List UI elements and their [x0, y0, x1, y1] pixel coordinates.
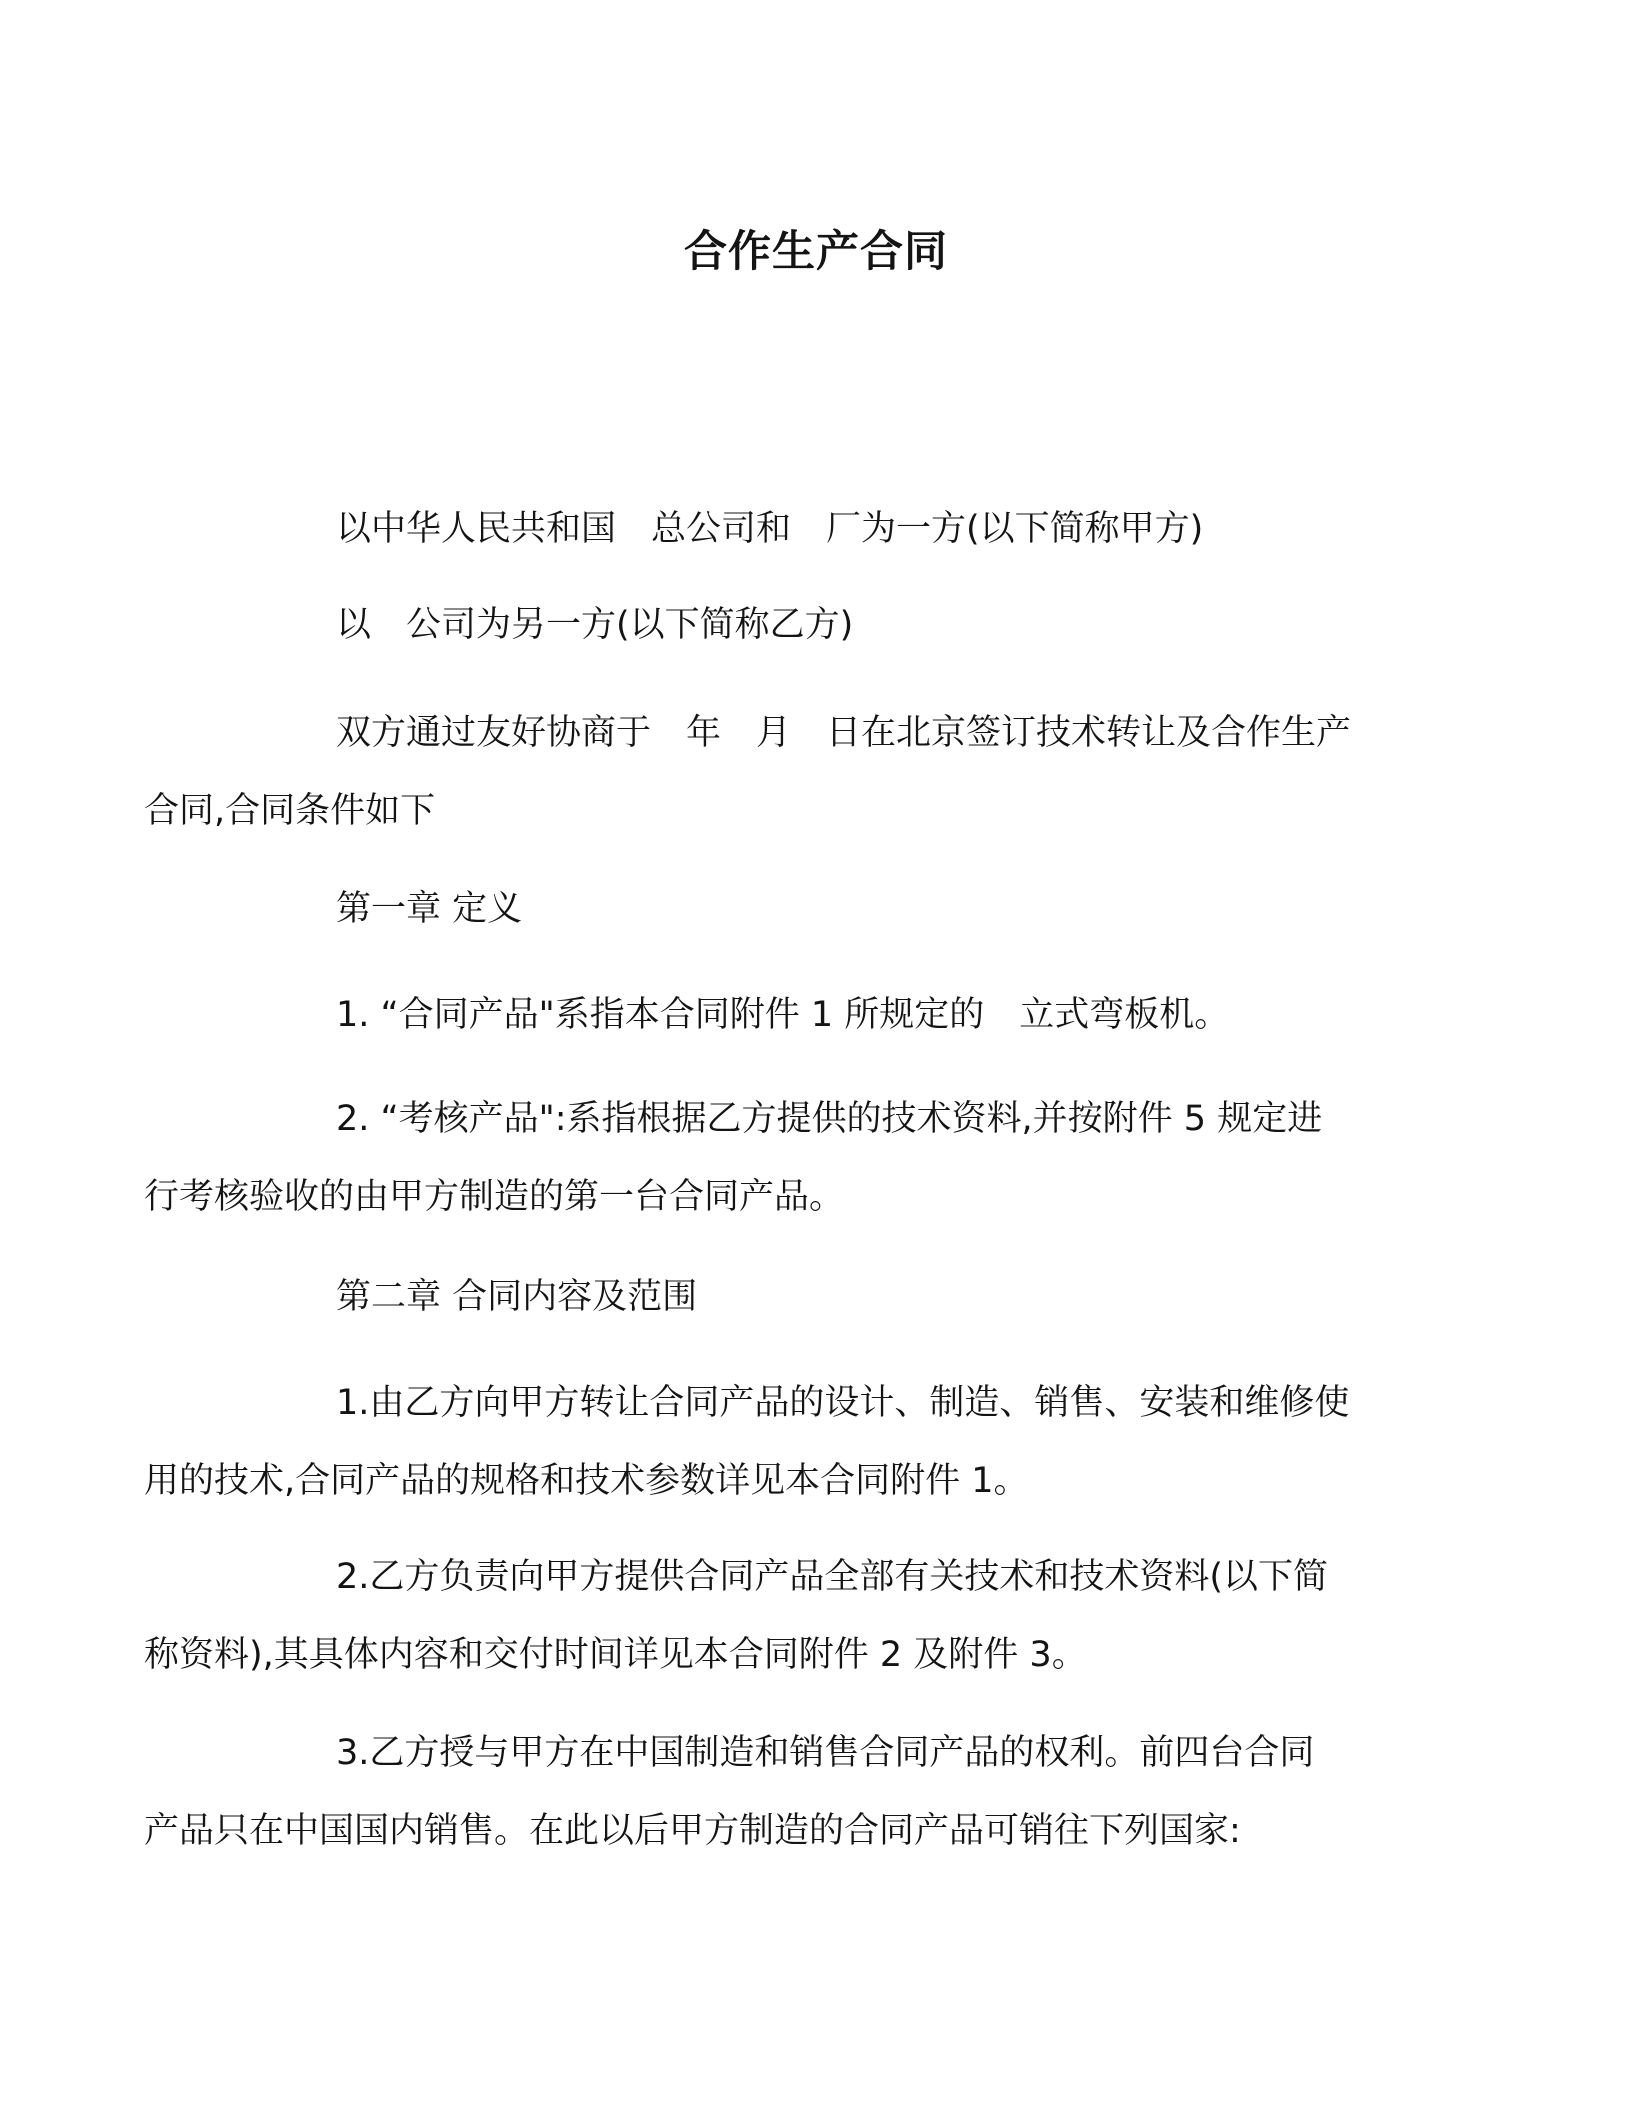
- scope-2-paragraph: [144, 1538, 1390, 1694]
- definition-2-paragraph: [144, 1080, 1390, 1236]
- chapter-1-heading: [240, 870, 1390, 948]
- paragraph-line-continued: 产品只在中国国内销售。在此以后甲方制造的合同产品可销往下列国家:: [144, 1811, 1241, 1851]
- paragraph-line: 2.乙方负责向甲方提供合同产品全部有关技术和技术资料(以下简: [336, 1557, 1329, 1597]
- paragraph-line-continued: 用的技术,合同产品的规格和技术参数详见本合同附件 1。: [144, 1461, 1029, 1501]
- paragraph-line: 1.由乙方向甲方转让合同产品的设计、制造、销售、安装和维修使: [336, 1383, 1350, 1423]
- paragraph-line: 以 公司为另一方(以下简称乙方): [336, 605, 854, 645]
- party-a-paragraph: [240, 490, 1390, 568]
- paragraph-line: 以中华人民共和国 总公司和 厂为一方(以下简称甲方): [336, 509, 1204, 549]
- document-title: 合作生产合同: [684, 227, 948, 277]
- party-b-paragraph: [240, 586, 1390, 664]
- definition-1-paragraph: [240, 976, 1390, 1054]
- scope-3-paragraph: [144, 1714, 1390, 1870]
- paragraph-line-continued: 行考核验收的由甲方制造的第一台合同产品。: [144, 1177, 845, 1217]
- chapter-2-heading: [240, 1258, 1390, 1336]
- paragraph-line-continued: 合同,合同条件如下: [144, 791, 436, 831]
- paragraph-line: 3.乙方授与甲方在中国制造和销售合同产品的权利。前四台合同: [336, 1733, 1315, 1773]
- paragraph-line: 1. “合同产品"系指本合同附件 1 所规定的 立式弯板机。: [336, 995, 1230, 1035]
- paragraph-line: 2. “考核产品":系指根据乙方提供的技术资料,并按附件 5 规定进: [336, 1099, 1323, 1139]
- paragraph-line: 第一章 定义: [336, 889, 523, 929]
- paragraph-line: 第二章 合同内容及范围: [336, 1277, 698, 1317]
- paragraph-line: 双方通过友好协商于 年 月 日在北京签订技术转让及合作生产: [336, 713, 1352, 753]
- scope-1-paragraph: [144, 1364, 1390, 1520]
- agreement-paragraph: [144, 694, 1390, 850]
- paragraph-line-continued: 称资料),其具体内容和交付时间详见本合同附件 2 及附件 3。: [144, 1635, 1087, 1675]
